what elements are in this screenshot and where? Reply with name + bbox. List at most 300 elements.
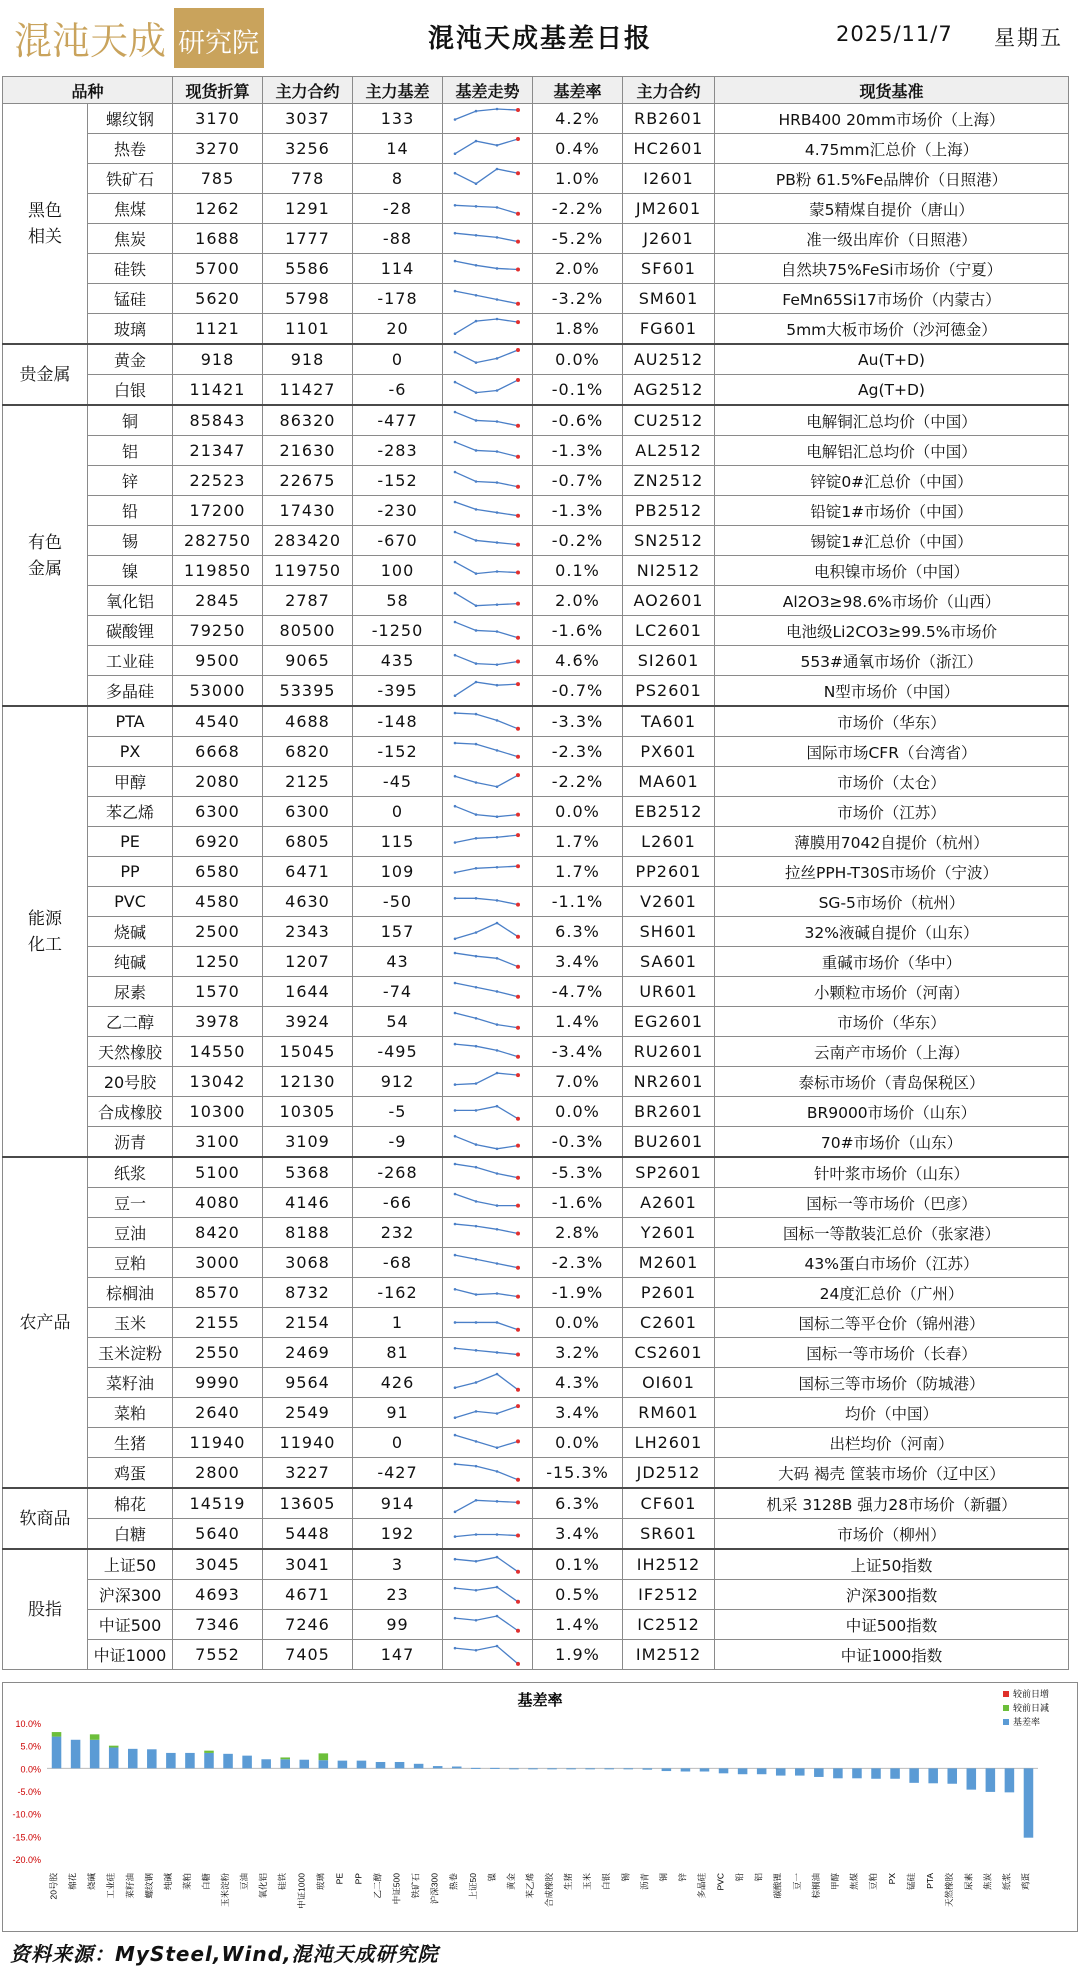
trend-line: [455, 472, 518, 487]
spot-reference: 铅锭1#市场价（中国）: [715, 496, 1069, 526]
trend-point: [516, 320, 520, 324]
contract-code: AO2601: [623, 586, 715, 616]
trend-sparkline: [443, 977, 533, 1007]
spot-price: 5640: [173, 1519, 263, 1550]
variety-name: 玉米: [88, 1308, 173, 1338]
basis-value: -152: [353, 466, 443, 496]
trend-point: [516, 864, 520, 868]
x-tick-label: 鸡蛋: [1020, 1873, 1031, 1891]
bar-basis-rate: [319, 1760, 329, 1768]
basis-value: -283: [353, 436, 443, 466]
trend-point: [454, 897, 457, 900]
trend-point: [475, 1381, 478, 1384]
futures-price: 86320: [263, 405, 353, 436]
spot-reference: 小颗粒市场价（河南）: [715, 977, 1069, 1007]
trend-point: [475, 931, 478, 934]
trend-point: [496, 1470, 499, 1473]
y-tick-label: 0.0%: [20, 1764, 41, 1775]
trend-point: [496, 1262, 499, 1265]
trend-point: [454, 741, 457, 744]
trend-point: [475, 480, 478, 483]
contract-code: PX601: [623, 737, 715, 767]
contract-code: AU2512: [623, 344, 715, 375]
trend-point: [454, 560, 457, 563]
x-tick-label: 沥青: [639, 1873, 650, 1891]
futures-price: 53395: [263, 676, 353, 707]
spot-reference: 出栏均价（河南）: [715, 1428, 1069, 1458]
basis-rate: 1.0%: [533, 164, 623, 194]
contract-code: SP2601: [623, 1157, 715, 1188]
x-tick-label: 焦煤: [848, 1873, 859, 1891]
x-tick-label: 菜粕: [181, 1873, 192, 1891]
x-tick-label: PTA: [925, 1873, 936, 1889]
spot-reference: BR9000市场价（山东）: [715, 1097, 1069, 1127]
variety-name: 锌: [88, 466, 173, 496]
trend-point: [475, 837, 478, 840]
bar-basis-rate: [890, 1768, 900, 1778]
basis-rate: -3.4%: [533, 1037, 623, 1067]
trend-point: [454, 1510, 457, 1513]
spot-price: 6920: [173, 827, 263, 857]
trend-line: [455, 835, 518, 842]
trend-point: [475, 1349, 478, 1352]
trend-point: [496, 719, 499, 722]
basis-value: -178: [353, 284, 443, 314]
x-tick-label: 棕榈油: [810, 1873, 821, 1899]
trend-point: [516, 301, 520, 305]
trend-point: [516, 1073, 520, 1077]
trend-point: [454, 1109, 457, 1112]
table-row: [3, 1338, 1069, 1368]
spot-reference: 70#市场价（山东）: [715, 1127, 1069, 1158]
trend-point: [454, 1222, 457, 1225]
x-tick-label: 铅: [734, 1873, 745, 1882]
basis-rate: 7.0%: [533, 1067, 623, 1097]
table-row: [3, 706, 1069, 737]
futures-price: 918: [263, 344, 353, 375]
spot-price: 2550: [173, 1338, 263, 1368]
spot-reference: 32%液碱自提价（山东）: [715, 917, 1069, 947]
trend-point: [516, 1569, 520, 1573]
trend-point: [516, 1599, 520, 1603]
col-basis: 主力基差: [353, 77, 443, 104]
table-row: [3, 1188, 1069, 1218]
variety-name: 沪深300: [88, 1580, 173, 1610]
trend-point: [496, 570, 499, 573]
basis-rate: -5.3%: [533, 1157, 623, 1188]
trend-point: [454, 951, 457, 954]
basis-rate-chart: [2, 1682, 1078, 1932]
trend-line: [455, 1194, 518, 1206]
variety-name: 锰硅: [88, 284, 173, 314]
trend-point: [516, 137, 520, 141]
bar-basis-rate: [261, 1759, 271, 1768]
trend-point: [475, 985, 478, 988]
bar-basis-rate: [52, 1737, 62, 1769]
basis-value: 147: [353, 1640, 443, 1670]
table-row: [3, 194, 1069, 224]
futures-price: 6300: [263, 797, 353, 827]
trend-sparkline: [443, 1188, 533, 1218]
basis-rate: 1.9%: [533, 1640, 623, 1670]
trend-point: [516, 1116, 520, 1120]
spot-price: 85843: [173, 405, 263, 436]
basis-value: -45: [353, 767, 443, 797]
contract-code: LC2601: [623, 616, 715, 646]
col-variety: 品种: [3, 77, 173, 104]
trend-point: [475, 508, 478, 511]
bar-basis-rate: [757, 1768, 767, 1774]
trend-point: [516, 1387, 520, 1391]
table-row: [3, 1640, 1069, 1670]
trend-point: [516, 1533, 520, 1537]
trend-sparkline: [443, 314, 533, 345]
x-tick-label: 乙二醇: [372, 1873, 383, 1899]
variety-name: 焦煤: [88, 194, 173, 224]
trend-point: [496, 1147, 499, 1150]
x-tick-label: 20号胶: [48, 1873, 59, 1900]
trend-point: [454, 1586, 457, 1589]
trend-point: [454, 171, 457, 174]
table-row: [3, 737, 1069, 767]
basis-value: 23: [353, 1580, 443, 1610]
x-tick-label: 镍: [486, 1873, 497, 1882]
spot-price: 282750: [173, 526, 263, 556]
variety-name: 白银: [88, 375, 173, 406]
trend-point: [454, 711, 457, 714]
trend-sparkline: [443, 947, 533, 977]
contract-code: RU2601: [623, 1037, 715, 1067]
trend-point: [454, 231, 457, 234]
variety-name: 上证50: [88, 1549, 173, 1580]
trend-point: [516, 1661, 520, 1665]
trend-sparkline: [443, 1398, 533, 1428]
futures-price: 6805: [263, 827, 353, 857]
spot-price: 7552: [173, 1640, 263, 1670]
futures-price: 21630: [263, 436, 353, 466]
basis-rate: 1.4%: [533, 1007, 623, 1037]
futures-price: 17430: [263, 496, 353, 526]
spot-price: 8570: [173, 1278, 263, 1308]
spot-price: 21347: [173, 436, 263, 466]
futures-price: 2549: [263, 1398, 353, 1428]
spot-price: 8420: [173, 1218, 263, 1248]
spot-reference: Ag(T+D): [715, 375, 1069, 406]
x-tick-label: 铝: [753, 1873, 764, 1882]
table-row: [3, 466, 1069, 496]
trend-line: [455, 1587, 518, 1602]
trend-line: [455, 1164, 518, 1178]
trend-point: [496, 450, 499, 453]
futures-price: 13605: [263, 1488, 353, 1519]
futures-price: 1207: [263, 947, 353, 977]
trend-sparkline: [443, 1278, 533, 1308]
spot-reference: 市场价（江苏）: [715, 797, 1069, 827]
table-row: [3, 827, 1069, 857]
contract-code: NR2601: [623, 1067, 715, 1097]
trend-sparkline: [443, 646, 533, 676]
bar-change: [204, 1751, 214, 1753]
trend-point: [454, 1616, 457, 1619]
report-header: [0, 0, 1080, 76]
bar-basis-rate: [871, 1768, 881, 1778]
bar-change: [109, 1746, 119, 1748]
variety-name: PVC: [88, 887, 173, 917]
basis-table: [2, 76, 1069, 1670]
basis-value: -9: [353, 1127, 443, 1158]
basis-rate: -2.2%: [533, 194, 623, 224]
trend-line: [455, 1616, 518, 1631]
trend-point: [516, 211, 520, 215]
table-row: [3, 676, 1069, 707]
x-tick-label: 氧化铝: [258, 1873, 269, 1899]
variety-name: PTA: [88, 706, 173, 737]
trend-point: [516, 994, 520, 998]
col-rate: 基差率: [533, 77, 623, 104]
report-weekday: 星期五: [994, 26, 1063, 50]
basis-rate: -0.7%: [533, 676, 623, 707]
spot-price: 11421: [173, 375, 263, 406]
basis-rate: -1.6%: [533, 616, 623, 646]
spot-reference: 自然块75%FeSi市场价（宁夏）: [715, 254, 1069, 284]
contract-code: P2601: [623, 1278, 715, 1308]
spot-reference: 43%蛋白市场价（江苏）: [715, 1248, 1069, 1278]
legend-swatch: [1003, 1719, 1009, 1725]
bar-basis-rate: [528, 1768, 538, 1769]
futures-price: 1644: [263, 977, 353, 1007]
trend-point: [516, 1477, 520, 1481]
trend-point: [496, 683, 499, 686]
futures-price: 5368: [263, 1157, 353, 1188]
basis-rate: -3.3%: [533, 706, 623, 737]
basis-value: 232: [353, 1218, 443, 1248]
trend-point: [454, 1535, 457, 1538]
trend-point: [454, 1386, 457, 1389]
spot-reference: N型市场价（中国）: [715, 676, 1069, 707]
futures-price: 6820: [263, 737, 353, 767]
trend-line: [455, 1224, 518, 1233]
x-tick-label: PP: [353, 1873, 364, 1885]
bar-basis-rate: [947, 1768, 957, 1783]
spot-price: 2500: [173, 917, 263, 947]
trend-point: [516, 754, 520, 758]
contract-code: J2601: [623, 224, 715, 254]
contract-code: PP2601: [623, 857, 715, 887]
futures-price: 5448: [263, 1519, 353, 1550]
variety-name: 氧化铝: [88, 586, 173, 616]
spot-price: 6300: [173, 797, 263, 827]
spot-reference: 泰标市场价（青岛保税区）: [715, 1067, 1069, 1097]
trend-point: [516, 902, 520, 906]
trend-point: [475, 1464, 478, 1467]
trend-point: [454, 1288, 457, 1291]
contract-code: EG2601: [623, 1007, 715, 1037]
variety-name: PP: [88, 857, 173, 887]
variety-name: 苯乙烯: [88, 797, 173, 827]
variety-name: PX: [88, 737, 173, 767]
variety-name: 甲醇: [88, 767, 173, 797]
trend-point: [454, 152, 457, 155]
spot-price: 6668: [173, 737, 263, 767]
trend-point: [475, 1293, 478, 1296]
basis-rate: 0.5%: [533, 1580, 623, 1610]
trend-point: [475, 954, 478, 957]
trend-sparkline: [443, 164, 533, 194]
table-row: [3, 1037, 1069, 1067]
trend-sparkline: [443, 1157, 533, 1188]
trend-point: [516, 454, 520, 458]
trend-point: [475, 1440, 478, 1443]
basis-value: 114: [353, 254, 443, 284]
basis-value: 1: [353, 1308, 443, 1338]
trend-point: [475, 1143, 478, 1146]
table-row: [3, 616, 1069, 646]
group-label: 贵金属: [3, 344, 88, 405]
trend-point: [454, 591, 457, 594]
trend-point: [454, 1416, 457, 1419]
trend-point: [454, 694, 457, 697]
trend-sparkline: [443, 344, 533, 375]
basis-rate: 3.4%: [533, 1519, 623, 1550]
basis-value: -152: [353, 737, 443, 767]
futures-price: 11940: [263, 1428, 353, 1458]
trend-point: [454, 774, 457, 777]
variety-name: 烧碱: [88, 917, 173, 947]
trend-point: [496, 206, 499, 209]
basis-value: 192: [353, 1519, 443, 1550]
trend-point: [475, 182, 478, 185]
x-tick-label: 甲醇: [829, 1873, 840, 1891]
table-row: [3, 526, 1069, 556]
trend-point: [454, 653, 457, 656]
contract-code: SF601: [623, 254, 715, 284]
futures-price: 3041: [263, 1549, 353, 1580]
spot-price: 918: [173, 344, 263, 375]
x-tick-label: 玻璃: [315, 1873, 326, 1891]
svg-text:研究院: 研究院: [178, 28, 259, 59]
trend-sparkline: [443, 1067, 533, 1097]
trend-sparkline: [443, 1007, 533, 1037]
table-row: [3, 254, 1069, 284]
trend-point: [496, 1446, 499, 1449]
spot-price: 4693: [173, 1580, 263, 1610]
contract-code: TA601: [623, 706, 715, 737]
x-tick-label: 白糖: [200, 1873, 211, 1891]
trend-point: [516, 171, 520, 175]
trend-point: [475, 319, 478, 322]
table-row: [3, 1157, 1069, 1188]
basis-rate: -2.3%: [533, 1248, 623, 1278]
basis-rate: -0.6%: [533, 405, 623, 436]
trend-point: [454, 1321, 457, 1324]
bar-basis-rate: [395, 1762, 405, 1768]
trend-point: [454, 1346, 457, 1349]
bar-change: [319, 1753, 329, 1760]
trend-sparkline: [443, 706, 533, 737]
table-row: [3, 1549, 1069, 1580]
contract-code: RB2601: [623, 104, 715, 134]
legend-label: 较前日增: [1013, 1689, 1050, 1699]
spot-price: 2640: [173, 1398, 263, 1428]
trend-point: [475, 1618, 478, 1621]
spot-price: 3100: [173, 1127, 263, 1158]
variety-name: 工业硅: [88, 646, 173, 676]
trend-point: [516, 348, 520, 352]
trend-point: [516, 570, 520, 574]
trend-line: [455, 775, 518, 787]
futures-price: 4671: [263, 1580, 353, 1610]
report-date: 2025/11/7: [836, 22, 953, 46]
legend-label: 基差率: [1013, 1717, 1041, 1727]
variety-name: 豆粕: [88, 1248, 173, 1278]
x-tick-label: 菜籽油: [124, 1873, 135, 1899]
trend-line: [455, 1013, 518, 1028]
table-row: [3, 1580, 1069, 1610]
trend-point: [475, 1258, 478, 1261]
spot-price: 3045: [173, 1549, 263, 1580]
trend-point: [516, 1352, 520, 1356]
x-tick-label: 豆粕: [868, 1873, 879, 1891]
trend-line: [455, 442, 518, 457]
spot-price: 3170: [173, 104, 263, 134]
trend-point: [454, 1192, 457, 1195]
trend-sparkline: [443, 1640, 533, 1670]
spot-reference: 锌锭0#汇总价（中国）: [715, 466, 1069, 496]
basis-rate: -5.2%: [533, 224, 623, 254]
trend-point: [454, 937, 457, 940]
trend-sparkline: [443, 224, 533, 254]
futures-price: 6471: [263, 857, 353, 887]
contract-code: SH601: [623, 917, 715, 947]
variety-name: 乙二醇: [88, 1007, 173, 1037]
variety-name: 铅: [88, 496, 173, 526]
trend-point: [454, 1462, 457, 1465]
y-tick-label: -15.0%: [12, 1832, 41, 1843]
trend-point: [496, 749, 499, 752]
x-tick-label: 工业硅: [105, 1873, 116, 1899]
trend-point: [516, 773, 520, 777]
spot-reference: 针叶浆市场价（山东）: [715, 1157, 1069, 1188]
trend-point: [454, 1253, 457, 1256]
x-tick-label: 锌: [677, 1873, 688, 1882]
futures-price: 11427: [263, 375, 353, 406]
trend-sparkline: [443, 556, 533, 586]
trend-line: [455, 1435, 518, 1448]
trend-line: [455, 502, 518, 516]
trend-point: [475, 205, 478, 208]
spot-reference: 中证1000指数: [715, 1640, 1069, 1670]
trend-point: [454, 1162, 457, 1165]
trend-point: [516, 1054, 520, 1058]
trend-line: [455, 261, 518, 269]
trend-point: [496, 389, 499, 392]
futures-price: 4630: [263, 887, 353, 917]
table-row: [3, 1218, 1069, 1248]
bar-basis-rate: [414, 1764, 424, 1769]
trend-sparkline: [443, 1488, 533, 1519]
bar-basis-rate: [738, 1768, 748, 1774]
trend-sparkline: [443, 194, 533, 224]
basis-rate: -2.3%: [533, 737, 623, 767]
contract-code: I2601: [623, 164, 715, 194]
spot-price: 1570: [173, 977, 263, 1007]
futures-price: 10305: [263, 1097, 353, 1127]
bar-basis-rate: [585, 1768, 595, 1769]
trend-point: [454, 620, 457, 623]
table-row: [3, 164, 1069, 194]
trend-point: [496, 865, 499, 868]
bar-basis-rate: [71, 1740, 81, 1769]
